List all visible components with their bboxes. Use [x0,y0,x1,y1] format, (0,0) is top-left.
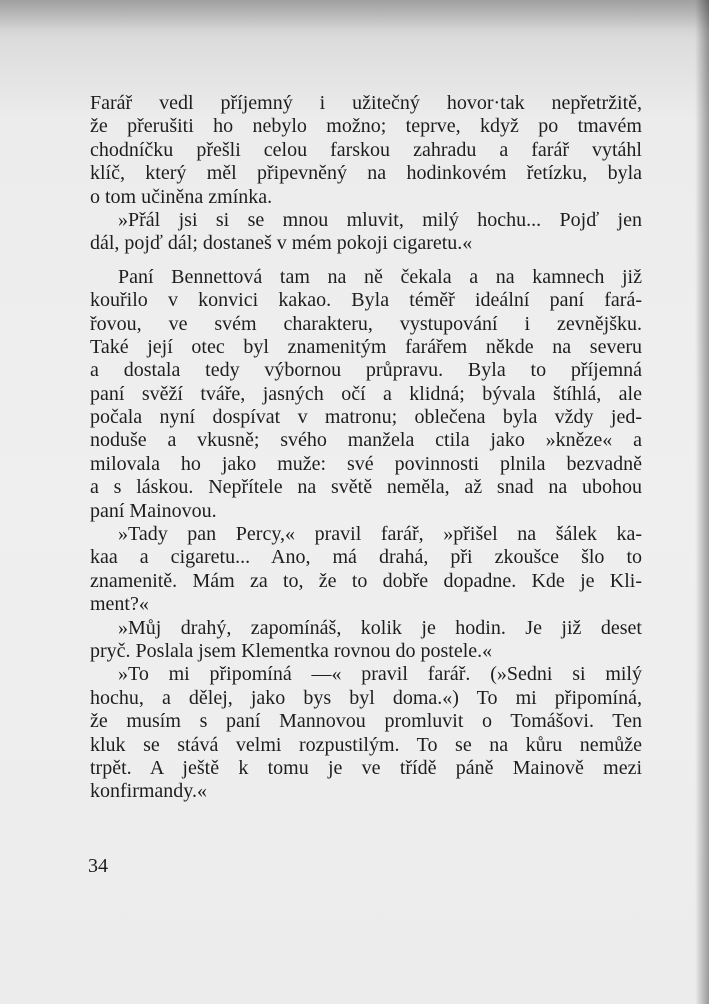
text-line: a s láskou. Nepřítele na světě neměla, až snad na ubohou [90,476,642,499]
text-line: že musím s paní Mannovou promluvit o Tomášovi. Ten [90,710,642,733]
text-line: hochu, a dělej, jako bys byl doma.«) To mi připomíná, [90,686,642,709]
text-line: »Přál jsi si se mnou mluvit, milý hochu... Pojď jen [118,208,642,231]
text-line: »Můj drahý, zapomínáš, kolik je hodin. Je již deset [118,616,642,639]
text-line: Paní Bennettová tam na ně čekala a na kamnech již [118,265,642,288]
text-line: klíč, který měl připevněný na hodinkovém řetízku, byla [90,162,642,185]
text-line: Také její otec byl znamenitým farářem někde na severu [90,335,642,358]
text-line: řovou, ve svém charakteru, vystupování i zevnějšku. [90,312,642,335]
text-line: kluk se stává velmi rozpustilým. To se na kůru nemůže [90,733,642,756]
text-line: pryč. Poslala jsem Klementka rovnou do postele.« [90,639,493,662]
text-line: kouřilo v konvici kakao. Byla téměř ideální paní fará- [90,289,642,312]
text-line: Farář vedl příjemný i užitečný hovor·tak nepřetržitě, [90,92,642,114]
text-line: milovala ho jako muže: své povinnosti plnila bezvadně [90,452,642,475]
paragraph [90,92,642,209]
text-line: ment?« [90,593,149,616]
text-line: o tom učiněna zmínka. [90,185,273,208]
text-line: znamenitě. Mám za to, že to dobře dopadne. Kde je Kli- [90,569,642,592]
paragraph [90,209,642,256]
body-text [90,92,642,804]
paragraph [90,663,642,803]
text-line: »Tady pan Percy,« pravil farář, »přišel na šálek ka- [118,523,642,546]
book-gutter-shadow [695,0,709,1004]
text-line: paní Mainovou. [90,499,217,522]
text-line: trpět. A ještě k tomu je ve třídě páně Mainově mezi [90,756,642,779]
text-line: dál, pojď dál; dostaneš v mém pokoji cigaretu.« [90,232,473,255]
text-line: počala nyní dospívat v matronu; oblečena byla vždy jed- [90,406,642,429]
text-line: konfirmandy.« [90,780,208,803]
text-line: kaa a cigaretu... Ano, má drahá, při zkoušce šlo to [90,546,642,569]
text-line: a dostala tedy výbornou průpravu. Byla to příjemná [90,359,642,382]
text-line: že přerušiti ho nebylo možno; teprve, když po tmavém [90,115,642,138]
page-shadow-top [0,0,709,30]
text-line: noduše a vkusně; svého manžela ctila jako »kněze« a [90,429,642,452]
paragraph [90,266,642,523]
page-number: 34 [88,855,108,877]
text-line: paní svěží tváře, jasných očí a klidná; bývala štíhlá, ale [90,382,642,405]
text-line: chodníčku přešli celou farskou zahradu a farář vytáhl [90,138,642,161]
paragraph [90,523,642,617]
text-line: »To mi připomíná —« pravil farář. (»Sedni si milý [118,663,642,686]
paragraph [90,617,642,664]
